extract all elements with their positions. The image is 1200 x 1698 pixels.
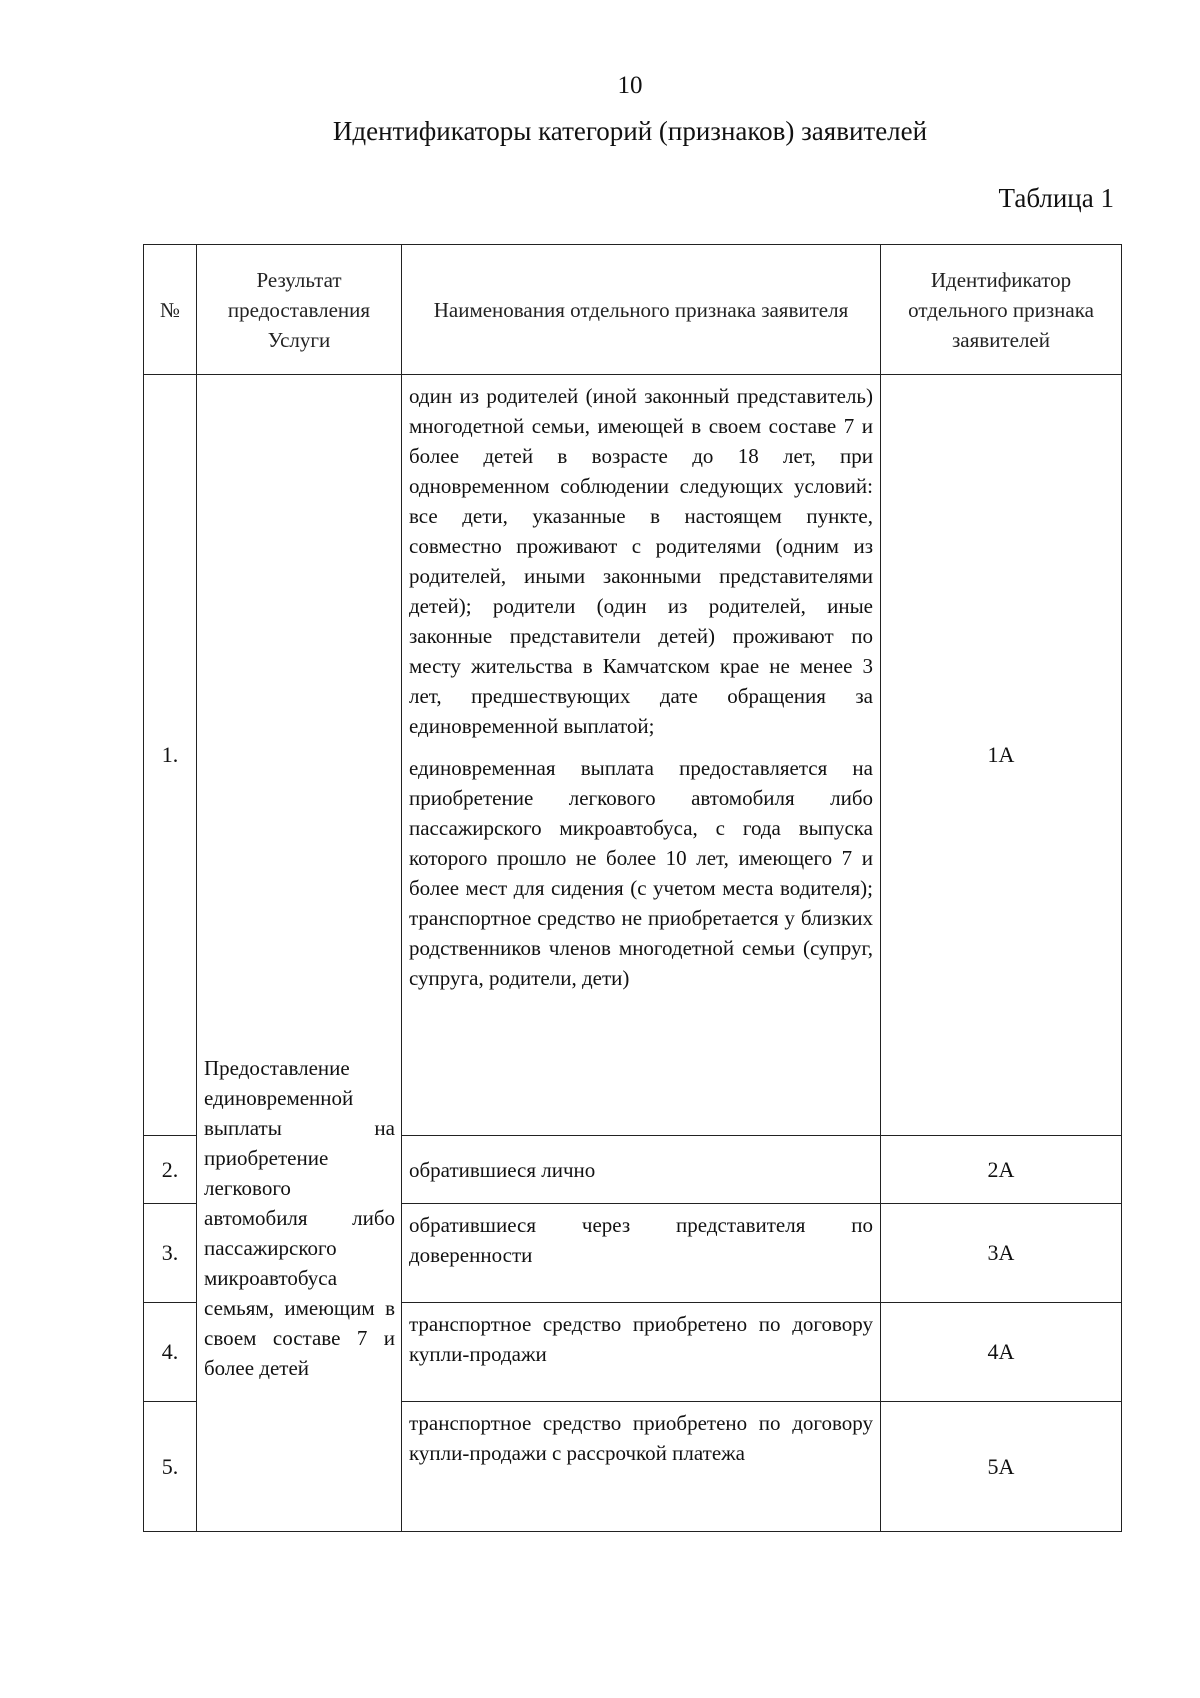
attribute-name-cell xyxy=(402,1303,881,1402)
table-row xyxy=(144,375,1122,1136)
attribute-name-cell xyxy=(402,375,881,1136)
attribute-name-cell xyxy=(402,1204,881,1303)
header-result: Результат предоставления Услуги xyxy=(197,245,402,375)
attribute-name: транспортное средство приобретено по договору купли-продажи xyxy=(409,1312,873,1366)
row-number: 1. xyxy=(144,375,197,1136)
document-title: Идентификаторы категорий (признаков) заявителей xyxy=(332,116,928,146)
table-caption: Таблица 1 xyxy=(998,183,1114,213)
attribute-paragraph-1: один из родителей (иной законный представитель) многодетной семьи, имеющей в своем составе 7 и более детей в возрасте до 18 лет, при одновременном соблюдении следующих условий: все дети, указанные в настоящем пункте, совместно проживают с родителями (одним из родителей, иными законными представителями детей); родители (один из родителей, иные законные представители детей) проживают по месту жительства в Камчатском крае не менее 3 лет, предшествующих дате обращения за единовременной выплатой; xyxy=(409,384,873,738)
row-number: 3. xyxy=(144,1204,197,1303)
attribute-id: 2А xyxy=(881,1136,1122,1204)
row-number: 5. xyxy=(144,1402,197,1532)
header-name: Наименования отдельного признака заявителя xyxy=(402,245,881,375)
result-text: Предоставление единовременной выплаты на приобретение легкового автомобиля либо пассажирского микроавтобуса семьям, имеющим в своем составе 7 и более детей xyxy=(204,1056,395,1380)
attribute-name-cell xyxy=(402,1402,881,1532)
attribute-paragraph-2: единовременная выплата предоставляется на приобретение легкового автомобиля либо пассажирского микроавтобуса, с года выпуска которого прошло не более 10 лет, имеющего 7 и более мест для сидения (с учетом места водителя); транспортное средство не приобретается у близких родственников членов многодетной семьи (супруг, супруга, родители, дети) xyxy=(409,756,873,990)
result-cell xyxy=(197,375,402,1532)
attribute-name: обратившиеся лично xyxy=(409,1157,596,1182)
attribute-name: обратившиеся через представителя по доверенности xyxy=(409,1213,873,1267)
page-number: 10 xyxy=(617,72,643,99)
attribute-id: 5А xyxy=(881,1402,1122,1532)
attribute-id: 3А xyxy=(881,1204,1122,1303)
identifiers-table xyxy=(143,244,1122,1532)
row-number: 4. xyxy=(144,1303,197,1402)
table-header-row xyxy=(144,245,1122,375)
attribute-name-cell xyxy=(402,1136,881,1204)
row-number: 2. xyxy=(144,1136,197,1204)
header-num: № xyxy=(144,245,197,375)
attribute-id: 1А xyxy=(881,375,1122,1136)
attribute-id: 4А xyxy=(881,1303,1122,1402)
attribute-name: транспортное средство приобретено по договору купли-продажи с рассрочкой платежа xyxy=(409,1411,873,1465)
header-id: Идентификатор отдельного признака заявителей xyxy=(881,245,1122,375)
